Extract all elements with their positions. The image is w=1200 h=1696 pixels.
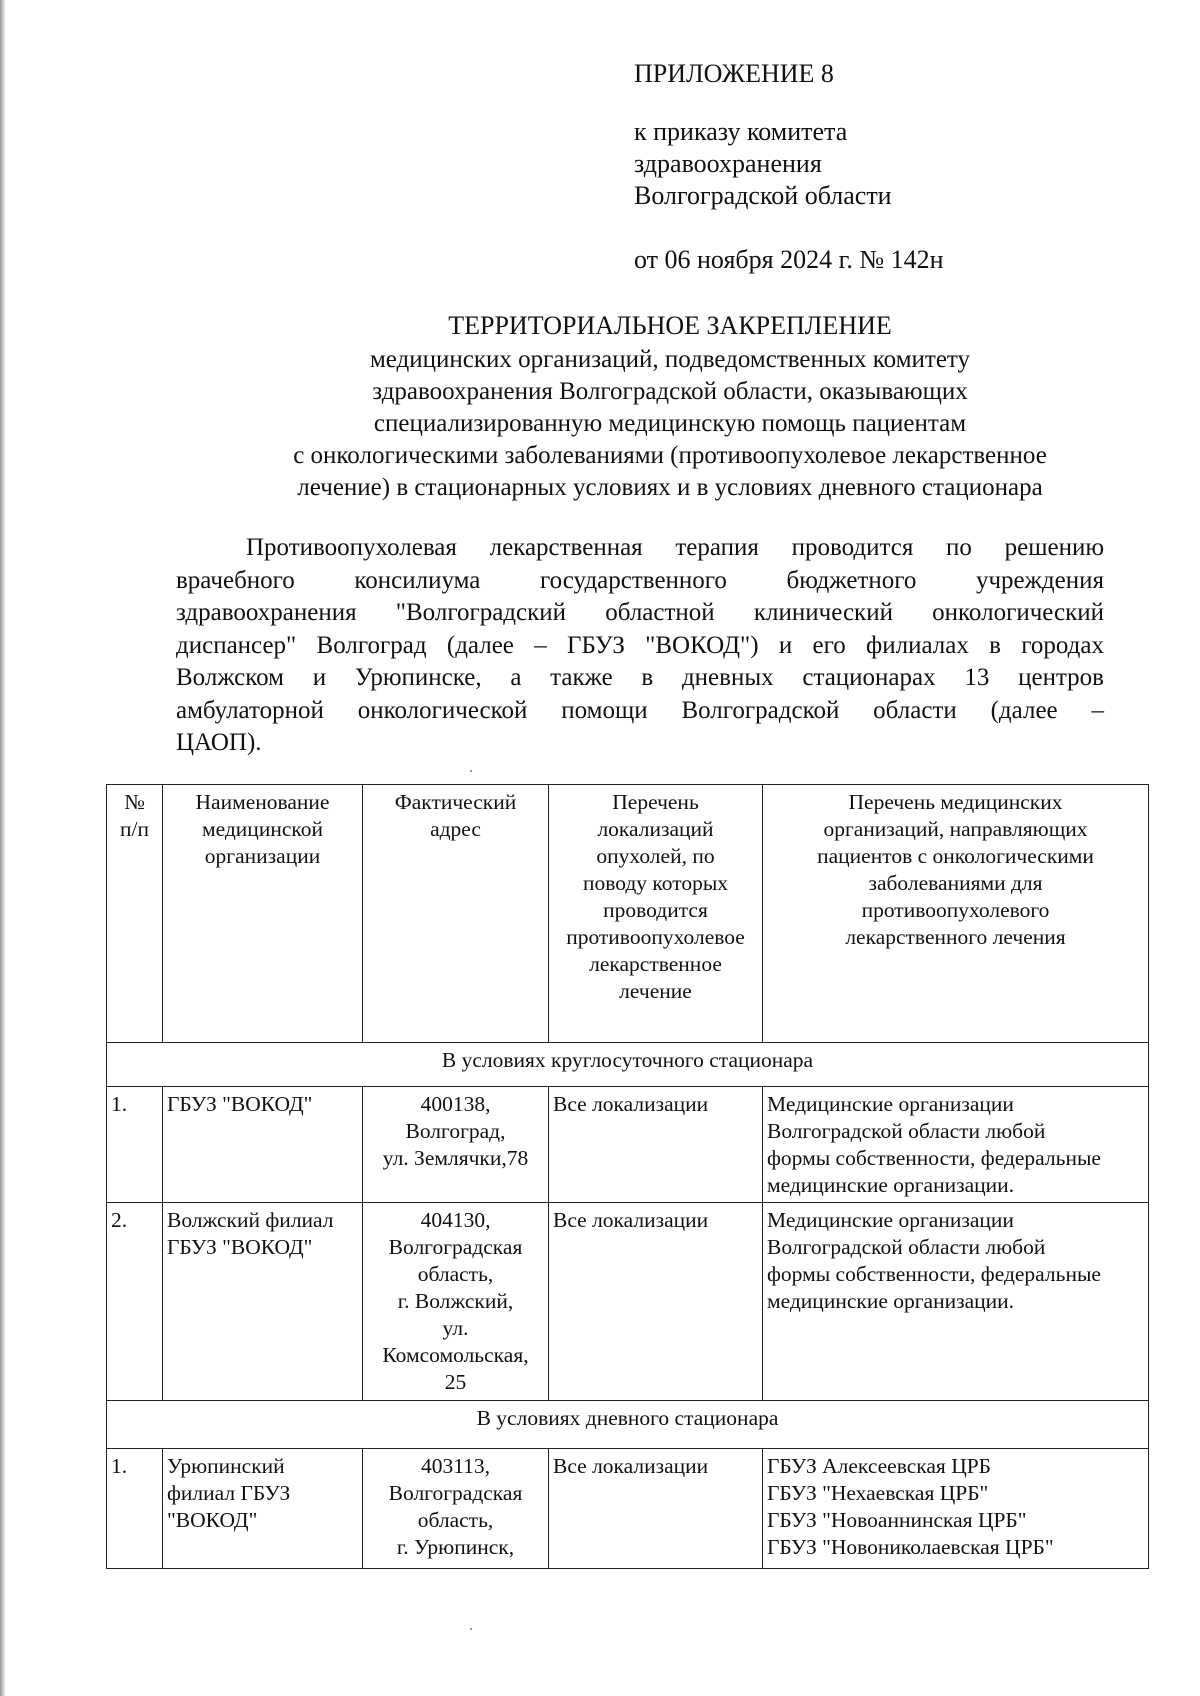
scan-speck <box>470 1628 472 1630</box>
row-localizations: Все локализации <box>549 1087 763 1203</box>
order-reference-line-3: Волгоградской области <box>634 181 892 210</box>
intro-line: врачебного консилиума государственного бюджетного учреждения <box>176 566 1104 594</box>
title-line-2: здравоохранения Волгоградской области, оказывающих <box>372 378 968 405</box>
row-organization-name: Волжский филиал ГБУЗ "ВОКОД" <box>163 1203 363 1401</box>
document-title: ТЕРРИТОРИАЛЬНОЕ ЗАКРЕПЛЕНИЕ <box>448 311 892 340</box>
section-day-hospital-label: В условиях дневного стационара <box>107 1401 1149 1449</box>
row-number: 2. <box>107 1203 163 1401</box>
row-number: 1. <box>107 1087 163 1203</box>
territorial-assignment-table <box>106 784 1149 1569</box>
intro-line: Волжском и Урюпинске, а также в дневных стационарах 13 центров <box>176 664 1104 691</box>
row-organization-name: ГБУЗ "ВОКОД" <box>163 1087 363 1203</box>
section-inpatient-label: В условиях круглосуточного стационара <box>107 1043 1149 1087</box>
row-address: 400138, Волгоград, ул. Землячки,78 <box>363 1087 549 1203</box>
table-row <box>107 1449 1149 1569</box>
title-line-1: медицинских организаций, подведомственных комитету <box>369 346 971 373</box>
row-address: 404130, Волгоградская область, г. Волжский, ул. Комсомольская, 25 <box>363 1203 549 1401</box>
row-referring-organizations: Медицинские организации Волгоградской области любой формы собственности, федеральные медицинские организации. <box>763 1203 1149 1401</box>
row-localizations: Все локализации <box>549 1449 763 1569</box>
order-date-number: от 06 ноября 2024 г. № 142н <box>634 245 944 274</box>
title-line-3: специализированную медицинскую помощь пациентам <box>373 410 967 437</box>
appendix-number: ПРИЛОЖЕНИЕ 8 <box>634 59 834 88</box>
intro-line: здравоохранения "Волгоградский областной клинический онкологический <box>176 599 1104 626</box>
section-day-hospital-row <box>107 1401 1149 1449</box>
table-header-row <box>107 785 1149 1043</box>
row-number: 1. <box>107 1449 163 1569</box>
scan-edge <box>0 0 6 1696</box>
order-reference-line-2: здравоохранения <box>634 149 822 178</box>
header-number: № п/п <box>107 785 163 1043</box>
header-address: Фактический адрес <box>363 785 549 1043</box>
row-referring-organizations: Медицинские организации Волгоградской области любой формы собственности, федеральные медицинские организации. <box>763 1087 1149 1203</box>
intro-line: амбулаторной онкологической помощи Волгоградской области (далее – <box>176 696 1104 724</box>
order-reference-line-1: к приказу комитета <box>634 117 848 146</box>
table-row <box>107 1203 1149 1401</box>
row-organization-name: Урюпинский филиал ГБУЗ "ВОКОД" <box>163 1449 363 1569</box>
intro-paragraph <box>176 532 1104 760</box>
header-organization-name: Наименование медицинской организации <box>163 785 363 1043</box>
header-referring-organizations: Перечень медицинских организаций, направляющих пациентов с онкологическими заболеваниями для противоопухолевого лекарственного лечения <box>763 785 1149 1043</box>
intro-line: Противоопухолевая лекарственная терапия проводится по решению <box>246 534 1104 561</box>
intro-line: диспансер" Волгоград (далее – ГБУЗ "ВОКОД") и его филиалах в городах <box>176 631 1104 659</box>
scan-speck <box>470 770 472 772</box>
table-row <box>107 1087 1149 1203</box>
intro-line: ЦАОП). <box>176 729 262 756</box>
title-line-5: лечение) в стационарных условиях и в условиях дневного стационара <box>297 474 1043 501</box>
title-line-4: с онкологическими заболеваниями (противоопухолевое лекарственное <box>293 442 1047 469</box>
row-address: 403113, Волгоградская область, г. Урюпинск, <box>363 1449 549 1569</box>
section-inpatient-row <box>107 1043 1149 1087</box>
header-tumor-localizations: Перечень локализаций опухолей, по поводу которых проводится противоопухолевое лекарственное лечение <box>549 785 763 1043</box>
row-referring-organizations: ГБУЗ Алексеевская ЦРБ ГБУЗ "Нехаевская ЦРБ" ГБУЗ "Новоаннинская ЦРБ" ГБУЗ "Новониколаевская ЦРБ" <box>763 1449 1149 1569</box>
row-localizations: Все локализации <box>549 1203 763 1401</box>
